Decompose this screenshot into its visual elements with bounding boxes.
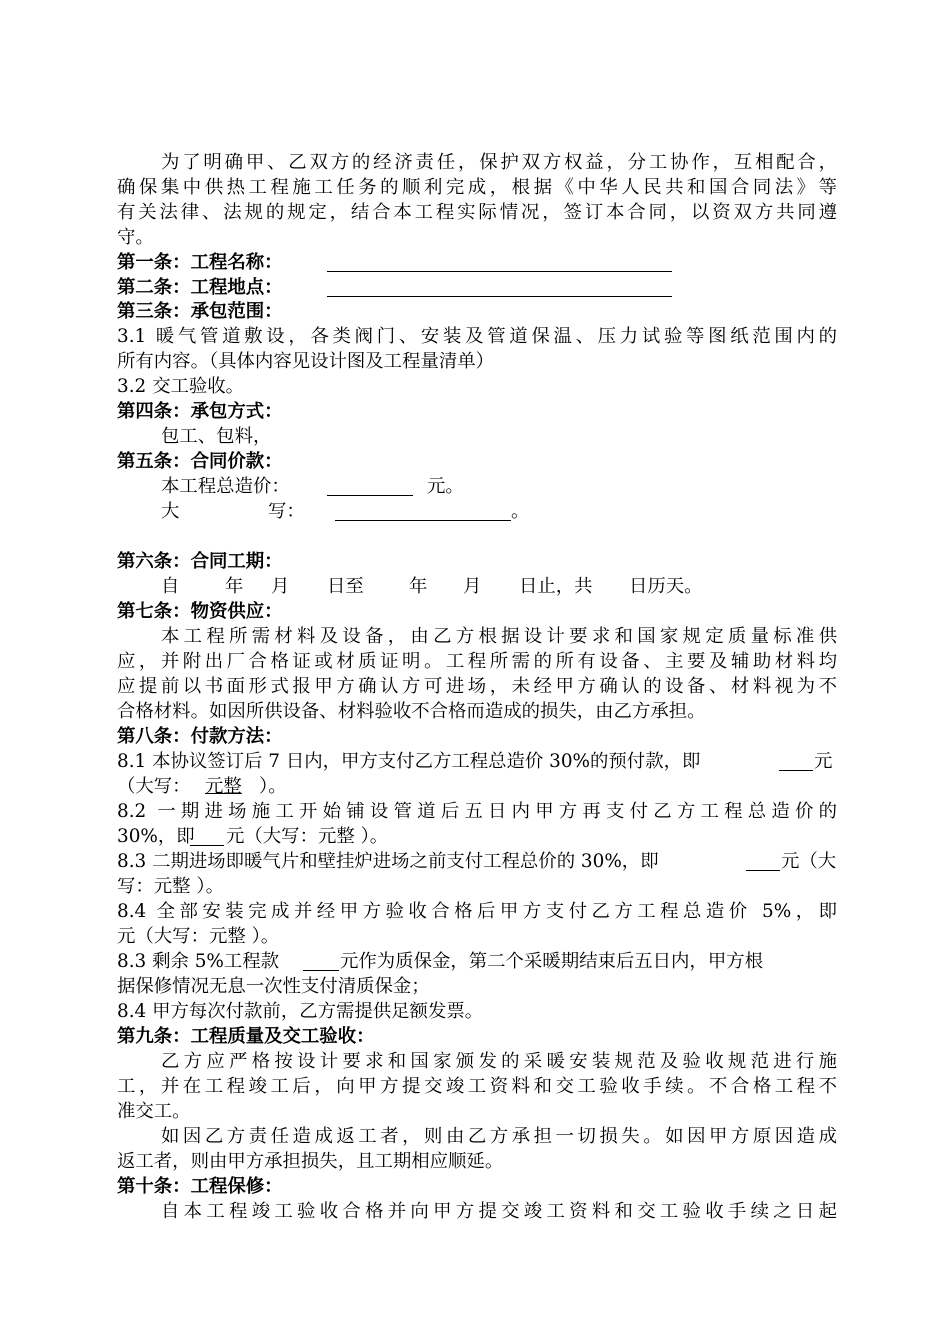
date-from: 自 xyxy=(161,576,180,597)
payment-2-amount-blank[interactable] xyxy=(190,828,224,846)
payment-3-text: 8.3 二期进场即暖气片和壁挂炉进场之前支付工程总价的 30%，即 xyxy=(117,851,659,872)
payment-1-capital-open: （大写： xyxy=(117,776,191,797)
total-price-label: 本工程总造价： xyxy=(161,476,290,497)
article-3-line-3: 3.2 交工验收。 xyxy=(117,376,245,397)
intro-line-2: 确保集中供热工程施工任务的顺利完成，根据《中华人民共和国合同法》等 xyxy=(117,177,837,198)
capital-period: 。 xyxy=(511,501,530,522)
article-10-title: 第十条：工程保修： xyxy=(117,1176,283,1197)
payment-5-text-rest: 元作为质保金，第二个采暖期结束后五日内，甲方根 xyxy=(340,951,763,972)
article-9-title: 第九条：工程质量及交工验收： xyxy=(117,1026,375,1047)
article-7-line-3: 应提前以书面形式报甲方确认方可进场，未经甲方确认的设备、材料视为不 xyxy=(117,676,837,697)
article-2-title: 第二条：工程地点： xyxy=(117,277,283,298)
payment-2-capital: 元（大写：元整 ）。 xyxy=(226,826,389,847)
payment-3-unit: 元（大 xyxy=(781,851,837,872)
date-year-2: 年 xyxy=(409,576,428,597)
payment-6-text: 8.4 甲方每次付款前，乙方需提供足额发票。 xyxy=(117,1001,484,1022)
article-8-title: 第八条：付款方法： xyxy=(117,726,283,747)
intro-line-4: 守。 xyxy=(117,227,154,248)
payment-1-capital-value: 元整 xyxy=(205,776,242,797)
payment-5-text: 8.3 剩余 5%工程款 xyxy=(117,951,280,972)
payment-1-unit: 元 xyxy=(814,751,833,772)
payment-5-amount-blank[interactable] xyxy=(303,953,339,971)
article-7-line-2: 应，并附出厂合格证或材质证明。工程所需的所有设备、主要及辅助材料均 xyxy=(117,651,837,672)
article-5-title: 第五条：合同价款： xyxy=(117,451,283,472)
article-4-line-1: 包工、包料， xyxy=(161,426,272,447)
article-3-line-2: 所有内容。（具体内容见设计图及工程量清单） xyxy=(117,351,495,372)
article-9-line-3: 准交工。 xyxy=(117,1101,191,1122)
capital-label-char: 大 xyxy=(161,501,180,522)
payment-2-text: 8.2 一期进场施工开始铺设管道后五日内甲方再支付乙方工程总造价的 xyxy=(117,801,837,822)
article-9-line-4: 如因乙方责任造成返工者，则由乙方承担一切损失。如因甲方原因造成 xyxy=(161,1126,837,1147)
date-calendar-days: 日历天。 xyxy=(629,576,703,597)
date-day-end-total: 日止，共 xyxy=(519,576,593,597)
article-7-line-1: 本工程所需材料及设备，由乙方根据设计要求和国家规定质量标准供 xyxy=(161,626,837,647)
article-9-line-2: 工，并在工程竣工后，向甲方提交竣工资料和交工验收手续。不合格工程不 xyxy=(117,1076,837,1097)
payment-3-amount-blank[interactable] xyxy=(746,853,780,871)
article-9-line-5: 返工者，则由甲方承担损失，且工期相应顺延。 xyxy=(117,1151,504,1172)
payment-4-text: 8.4 全部安装完成并经甲方验收合格后甲方支付乙方工程总造价 5%，即 xyxy=(117,901,837,922)
payment-3-capital: 写：元整 ）。 xyxy=(117,876,224,897)
date-year-1: 年 xyxy=(225,576,244,597)
date-month-1: 月 xyxy=(271,576,290,597)
payment-4-capital: 元（大写：元整 ）。 xyxy=(117,926,280,947)
project-name-blank[interactable] xyxy=(327,254,672,272)
payment-5-line-2: 据保修情况无息一次性支付清质保金； xyxy=(117,976,430,997)
payment-1-text: 8.1 本协议签订后 7 日内，甲方支付乙方工程总造价 30%的预付款，即 xyxy=(117,751,701,772)
capital-amount-blank[interactable] xyxy=(335,503,511,521)
total-price-blank[interactable] xyxy=(327,478,413,496)
date-month-2: 月 xyxy=(463,576,482,597)
project-location-blank[interactable] xyxy=(327,279,672,297)
article-3-title: 第三条：承包范围： xyxy=(117,301,283,322)
intro-line-1: 为了明确甲、乙双方的经济责任，保护双方权益，分工协作，互相配合， xyxy=(161,152,837,173)
article-1-title: 第一条：工程名称： xyxy=(117,252,283,273)
article-6-title: 第六条：合同工期： xyxy=(117,551,283,572)
intro-line-3: 有关法律、法规的规定，结合本工程实际情况，签订本合同，以资双方共同遵 xyxy=(117,202,837,223)
article-3-line-1: 3.1 暖气管道敷设，各类阀门、安装及管道保温、压力试验等图纸范围内的 xyxy=(117,326,837,347)
article-7-title: 第七条：物资供应： xyxy=(117,601,283,622)
article-7-line-4: 合格材料。如因所供设备、材料验收不合格而造成的损失，由乙方承担。 xyxy=(117,701,706,722)
total-price-unit: 元。 xyxy=(427,476,464,497)
article-4-title: 第四条：承包方式： xyxy=(117,401,283,422)
article-9-line-1: 乙方应严格按设计要求和国家颁发的采暖安装规范及验收规范进行施 xyxy=(161,1051,837,1072)
capital-label-rest: 写： xyxy=(268,501,305,522)
payment-2-percent: 30%，即 xyxy=(117,826,195,847)
payment-1-amount-blank[interactable] xyxy=(779,753,813,771)
payment-1-capital-close: ）。 xyxy=(259,776,287,797)
date-day-to: 日至 xyxy=(327,576,364,597)
article-10-line-1: 自本工程竣工验收合格并向甲方提交竣工资料和交工验收手续之日起 xyxy=(161,1201,837,1222)
